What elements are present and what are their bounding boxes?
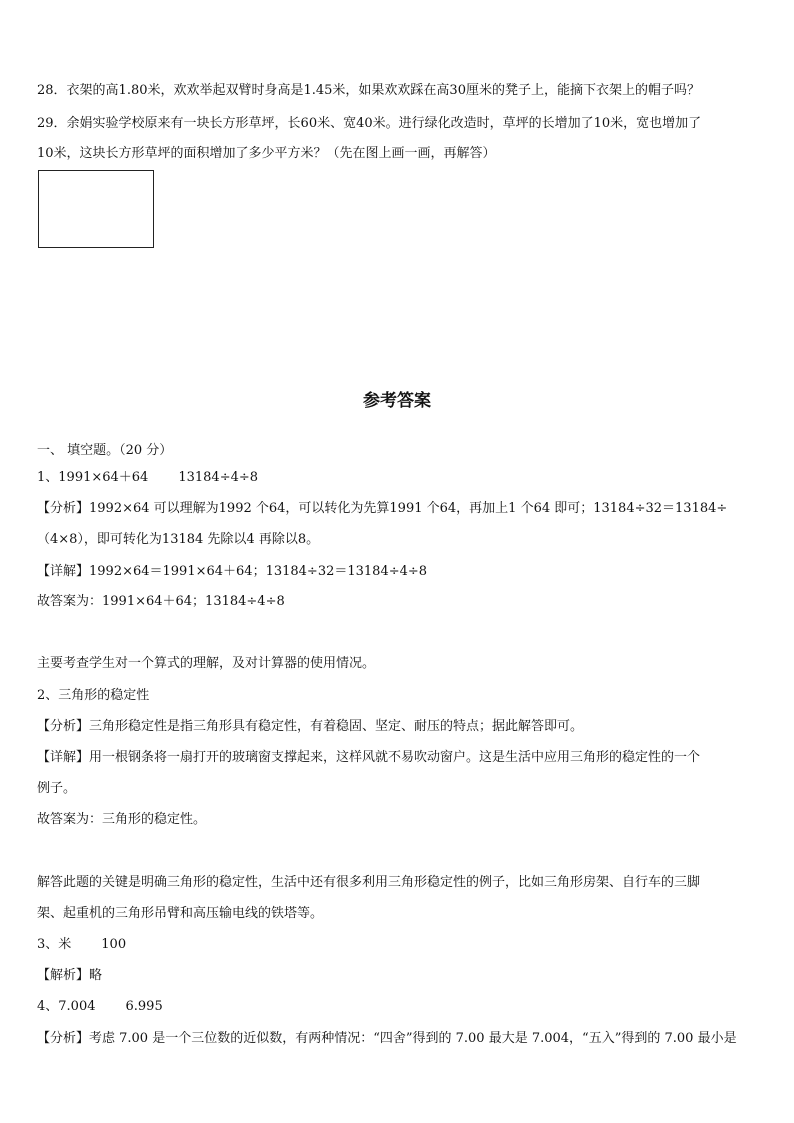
answer-2-result: 故答案为：三角形的稳定性。 [37, 812, 207, 827]
answer-3-head-b: 100 [101, 937, 127, 952]
question-29-line-2: 10米，这块长方形草坪的面积增加了多少平方米？（先在图上画一画，再解答） [37, 146, 496, 161]
answer-1-detail: 【详解】1992×64＝1991×64＋64；13184÷32＝13184÷4÷8 [37, 564, 428, 579]
answer-2-detail-1: 【详解】用一根钢条将一扇打开的玻璃窗支撑起来，这样风就不易吹动窗户。这是生活中应用三角形的稳定性的一个 [37, 750, 701, 765]
answer-2-comment-1: 解答此题的关键是明确三角形的稳定性，生活中还有很多利用三角形稳定性的例子，比如三角形房架、自行车的三脚 [37, 875, 701, 890]
answer-3-analysis: 【解析】略 [37, 968, 103, 983]
answer-4-head [37, 998, 163, 1016]
answer-1-head-b: 13184÷4÷8 [178, 470, 259, 485]
answer-2-analysis: 【分析】三角形稳定性是指三角形具有稳定性，有着稳固、坚定、耐压的特点；据此解答即可。 [37, 719, 584, 734]
answer-1-head [37, 469, 258, 487]
answer-1-analysis-1: 【分析】1992×64 可以理解为1992 个64，可以转化为先算1991 个64，再加上1 个64 即可；13184÷32＝13184÷ [37, 501, 728, 516]
answer-4-analysis: 【分析】考虑 7.00 是一个三位数的近似数，有两种情况：“四舍”得到的 7.00 最大是 7.004，“五入”得到的 7.00 最小是 [37, 1031, 737, 1046]
answer-1-comment: 主要考查学生对一个算式的理解，及对计算器的使用情况。 [37, 656, 376, 671]
section-1-heading: 一、 填空题。（20 分） [37, 443, 173, 458]
answer-4-head-b: 6.995 [125, 999, 163, 1014]
answer-1-result: 故答案为：1991×64＋64；13184÷4÷8 [37, 594, 285, 609]
answer-1-head-a: 1、1991×64＋64 [37, 470, 149, 485]
answer-2-detail-2: 例子。 [37, 781, 77, 796]
drawing-box [38, 170, 154, 248]
answer-3-head-a: 3、米 [37, 937, 72, 952]
question-29-line-1: 29．余娟实验学校原来有一块长方形草坪，长60米、宽40米。进行绿化改造时，草坪的长增加了10米，宽也增加了 [37, 116, 702, 131]
answer-4-head-a: 4、7.004 [37, 999, 96, 1014]
answers-title: 参考答案 [363, 391, 431, 411]
answer-1-analysis-2: （4×8），即可转化为13184 先除以4 再除以8。 [37, 532, 320, 547]
answer-3-head [37, 936, 126, 954]
answer-2-comment-2: 架、起重机的三角形吊臂和高压输电线的铁塔等。 [37, 906, 324, 921]
question-28: 28．衣架的高1.80米，欢欢举起双臂时身高是1.45米，如果欢欢踩在高30厘米的凳子上，能摘下衣架上的帽子吗？ [37, 83, 700, 98]
answer-2-head: 2、三角形的稳定性 [37, 688, 150, 703]
